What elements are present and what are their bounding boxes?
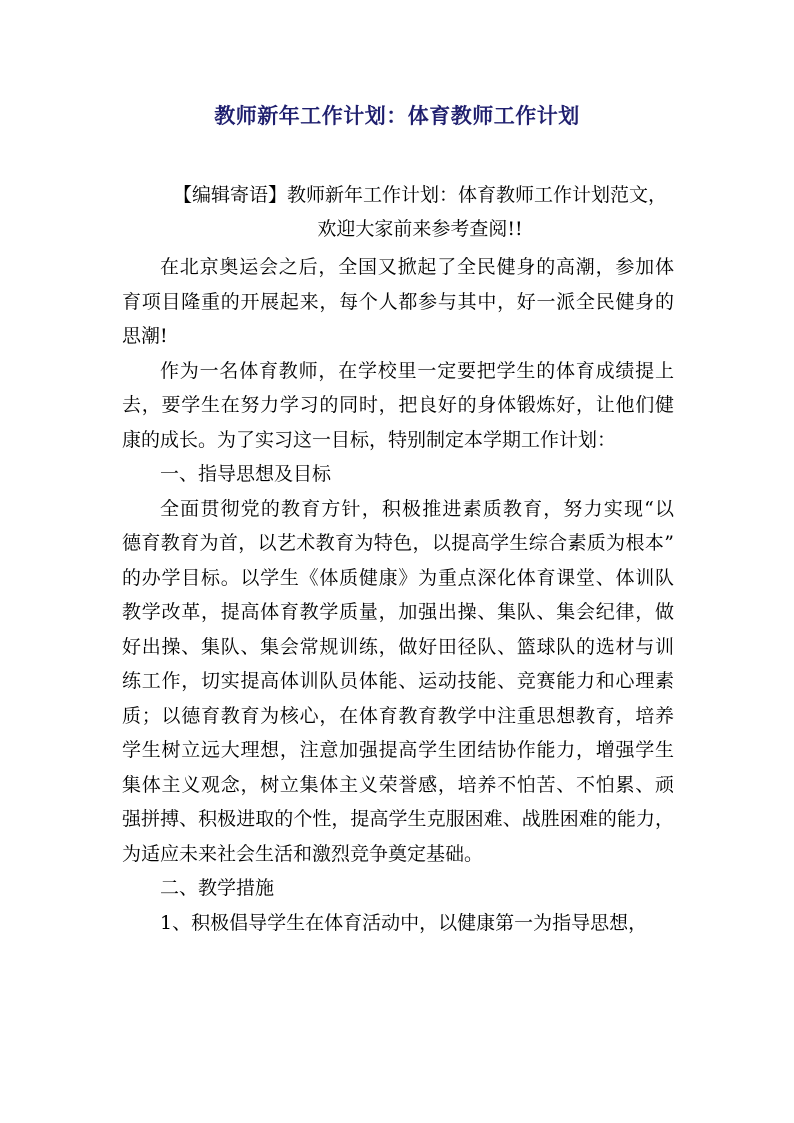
section-heading: 二、教学措施 [160,877,275,899]
paragraph-line: 去，要学生在努力学习的同时，把良好的身体锻炼好，让他们健 [122,394,674,416]
paragraph-line: 思潮! [122,325,168,347]
paragraph-line: 在北京奥运会之后，全国又掀起了全民健身的高潮，参加体 [160,256,674,278]
document-title: 教师新年工作计划：体育教师工作计划 [214,103,580,128]
paragraph-line: 为适应未来社会生活和激烈竞争奠定基础。 [122,842,484,865]
paragraph-line: 育项目隆重的开展起来，每个人都参与其中，好一派全民健身的 [122,290,674,313]
paragraph-line: 练工作，切实提高体训队员体能、运动技能、竞赛能力和心理素 [122,670,674,692]
paragraph-line: 好出操、集队、集会常规训练，做好田径队、篮球队的选材与训 [122,635,674,658]
editor-note-line: 欢迎大家前来参考查阅!! [317,218,523,240]
paragraph-line: 全面贯彻党的教育方针，积极推进素质教育，努力实现“以 [160,497,674,520]
paragraph-line: 1、积极倡导学生在体育活动中，以健康第一为指导思想， [160,911,648,934]
paragraph-line: 康的成长。为了实习这一目标，特别制定本学期工作计划： [122,428,617,451]
paragraph-line: 学生树立远大理想，注意加强提高学生团结协作能力，增强学生 [122,739,674,761]
paragraph-line: 集体主义观念，树立集体主义荣誉感，培养不怕苦、不怕累、顽 [122,773,674,796]
paragraph-line: 的办学目标。以学生《体质健康》为重点深化体育课堂、体训队 [122,566,674,589]
editor-note-line: 【编辑寄语】教师新年工作计划：体育教师工作计划范文， [172,184,667,206]
paragraph-line: 质；以德育教育为核心，在体育教育教学中注重思想教育，培养 [122,704,674,727]
paragraph-line: 强拼搏、积极进取的个性，提高学生克服困难、战胜困难的能力， [122,808,674,830]
section-heading: 一、指导思想及目标 [160,463,332,485]
paragraph-line: 作为一名体育教师，在学校里一定要把学生的体育成绩提上 [160,359,674,382]
paragraph-line: 教学改革，提高体育教学质量，加强出操、集队、集会纪律，做 [122,601,674,623]
paragraph-line: 德育教育为首，以艺术教育为特色，以提高学生综合素质为根本” [122,532,674,554]
editor-note [160,178,680,246]
document-body [122,250,674,940]
